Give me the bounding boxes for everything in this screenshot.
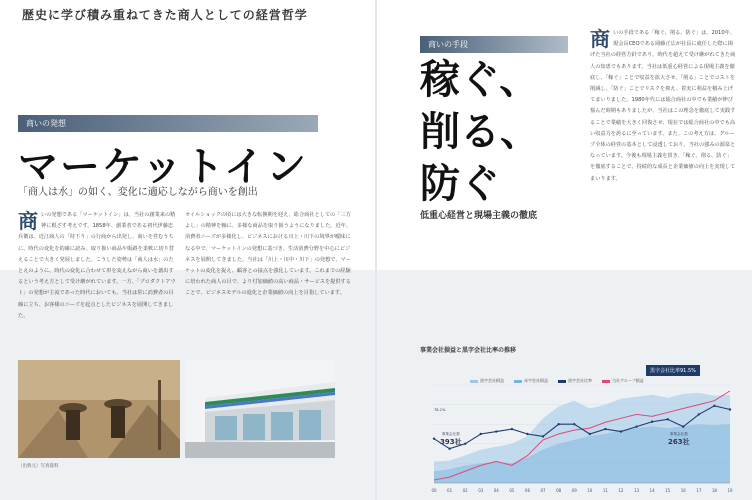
chart-x-tick-label: 11	[602, 488, 608, 493]
dropcap-right: 商	[590, 28, 610, 51]
chart-x-tick-label: 02	[462, 488, 468, 493]
chart-x-tick-label: 01	[447, 488, 453, 493]
annotation-left-label: 事業会社数	[441, 432, 460, 436]
chart-point-ratio	[557, 423, 559, 425]
chart-x-tick-label: 17	[696, 488, 702, 493]
photo-caption: （出典元）写真資料	[18, 464, 59, 469]
chart-x-tick-label: 09	[571, 488, 577, 493]
chart-point-ratio	[542, 435, 544, 437]
chart-x-tick-label: 04	[493, 488, 499, 493]
chart-point-ratio	[713, 405, 715, 407]
chart-x-tick-label: 15	[665, 488, 671, 493]
chart-callout: 黒字会社比率91.5%	[646, 365, 700, 376]
chart-x-tick-label: 03	[478, 488, 484, 493]
chart-point-ratio	[729, 408, 731, 410]
chart-x-tick-label: 05	[509, 488, 515, 493]
chart-point-ratio	[480, 433, 482, 435]
chart-point-ratio	[495, 430, 497, 432]
profit-chart	[420, 355, 736, 500]
body-column-right-1	[590, 28, 736, 328]
percent-left-label	[434, 408, 445, 412]
chart-x-tick-label: 10	[587, 488, 593, 493]
chart-point-ratio	[604, 428, 606, 430]
chart-point-ratio	[698, 413, 700, 415]
chart-point-ratio	[526, 433, 528, 435]
dropcap-left: 商	[18, 210, 38, 233]
legend-label-2: 赤字会社損益	[524, 378, 548, 383]
legend-label-1: 黒字会社損益	[480, 378, 504, 383]
chart-point-ratio	[464, 443, 466, 445]
chart-x-tick-label: 07	[540, 488, 546, 493]
headline-right	[420, 54, 580, 210]
subtitle-left: 「商人は水」の如く、変化に適応しながら商いを創出	[18, 187, 258, 198]
body-column-left-2	[185, 210, 355, 355]
chart-point-ratio	[448, 448, 450, 450]
section-tag-right: 商いの手段	[420, 36, 568, 53]
headline-right-line-1: 稼ぐ、	[420, 56, 540, 103]
body-column-left-1	[18, 210, 178, 355]
headline-right-line-3: 防ぐ	[420, 160, 500, 207]
chart-x-tick-label: 00	[431, 488, 437, 493]
convenience-store-photo	[185, 360, 335, 458]
chart-point-ratio	[511, 428, 513, 430]
body-text-left-1: いの発想である「マーケットイン」は、当社の創業来の精神に根ざす考えです。1858年、創業者である初代伊藤忠兵衛は、近江商人の「持下り」の行商から出発し、商いを営むうちに、時代の変化を的確に読み、取り扱い商品や販路を柔軟に切り替えることで大きく発展しました。こうした姿勢は「商人は水」のたとえのように、時代の変化に合わせて形を変えながら商いを創出するという考え方として受け継がれています。一方、「プロダクトアウト」の発想が主流であった時代においても、当社は常に消費者の目線に立ち、お客様のニーズを起点としたビジネスを展開してきました。	[18, 212, 176, 319]
legend-label-3: 黒字会社比率	[568, 378, 592, 383]
percent-left-value: 78.1%	[434, 408, 446, 412]
chart-point-ratio	[666, 418, 668, 420]
chart-x-tick-label: 18	[711, 488, 717, 493]
chart-x-tick-label: 14	[649, 488, 655, 493]
annotation-right-value: 263社	[668, 438, 690, 446]
chart-point-ratio	[620, 430, 622, 432]
headline-left: マーケットイン	[18, 143, 308, 190]
section-tag-left: 商いの発想	[18, 115, 318, 132]
subtitle-right: 低重心経営と現場主義の徹底	[420, 211, 538, 221]
annotation-left	[440, 432, 462, 447]
chart-point-ratio	[589, 433, 591, 435]
annotation-left-value: 393社	[440, 438, 462, 446]
annotation-right-label: 事業会社数	[669, 432, 688, 436]
annotation-right	[668, 432, 690, 447]
chart-point-ratio	[682, 425, 684, 427]
legend-label-4: 当社グループ損益	[612, 378, 644, 383]
chart-point-ratio	[651, 421, 653, 423]
chart-point-ratio	[433, 437, 435, 439]
historical-photo	[18, 360, 180, 458]
chart-x-tick-label: 16	[680, 488, 686, 493]
chart-point-ratio	[573, 423, 575, 425]
chart-title: 事業会社損益と黒字会社比率の推移	[420, 347, 517, 354]
chart-x-tick-label: 12	[618, 488, 624, 493]
page-spine	[375, 0, 377, 500]
chart-x-tick-label: 06	[524, 488, 531, 493]
chart-x-tick-label: 08	[556, 488, 562, 493]
body-text-left-2: オイルショックの頃には大きな転換期を迎え、総合商社としての「三方よし」の精神を軸に、多様な商品を取り扱うようになりました。近年、消費者ニーズが多様化し、ビジネスにおける川上・川下の境界が曖昧になる中で、マーケットインの発想に基づき、生活消費分野を中心にビジネスを展開してきました。当社は「川上・川中・川下」の発想で、マーケットの変化を捉え、顧客との接点を強化しています。これまでの経験に培われた商人の目で、より付加価値の高い商品・サービスを提供することで、ビジネスモデルの進化と企業価値の向上を目指しています。	[185, 212, 352, 297]
chart-point-ratio	[635, 425, 637, 427]
headline-right-line-2: 削る、	[420, 108, 540, 155]
body-text-right-1: いの手段である「稼ぐ、削る、防ぐ」は、2010年、現会長CEOである岡藤正広が社長に就任した際に掲げた当社の経営方針であり、時代を超えて受け継がれてきた商人の知恵でもあります。当社は低重心経営による現場主義を徹底し、「稼ぐ」ことで収益を拡大させ、「削る」ことでコストを削減し、「防ぐ」ことでリスクを抑え、着実に利益を積み上げてまいりました。1980年代には総合商社の中でも業績が伸び悩んだ時期もありましたが、当社はこの理念を徹底して実践することで業績を大きく回復させ、現在では総合商社の中でも高い収益力を誇るに至っています。また、この考え方は、グループ全体の経営の基本として浸透しており、当社の強みの源泉となっています。今後も現場主義を貫き、「稼ぐ、削る、防ぐ」を徹底することで、持続的な成長と企業価値の向上を実現してまいります。	[590, 30, 736, 182]
chart-x-tick-label: 19	[727, 488, 733, 493]
chart-x-tick-label: 13	[633, 488, 640, 493]
page-top-title: 歴史に学び積み重ねてきた商人としての経営哲学	[22, 8, 308, 22]
